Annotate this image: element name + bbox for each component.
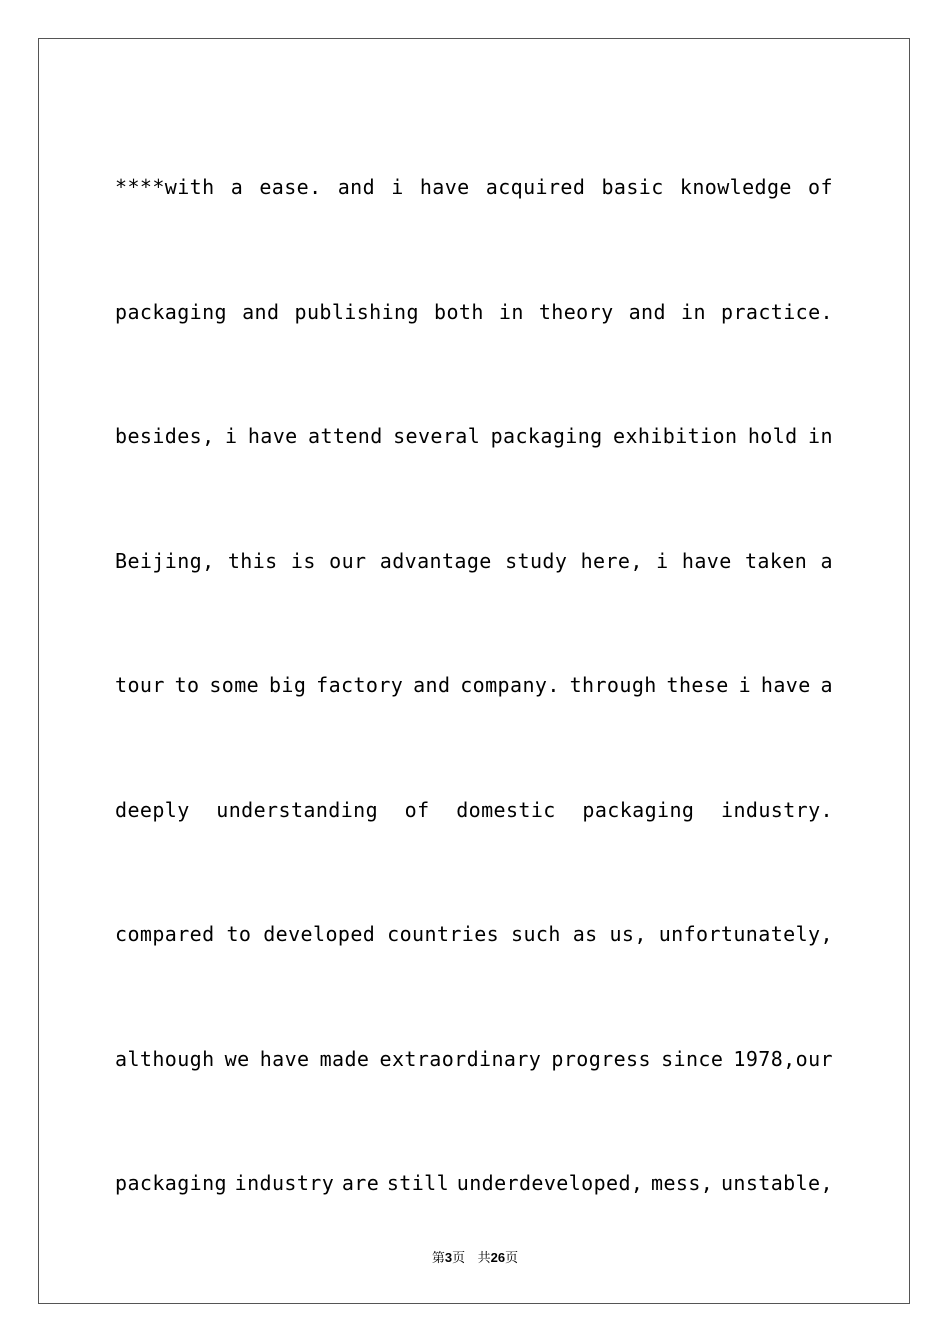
page-number: 3 [444, 1250, 453, 1265]
word: ****with [115, 175, 215, 200]
word: have [247, 424, 298, 449]
word: progress [551, 1046, 651, 1071]
word: compared [115, 922, 215, 947]
word: a [820, 673, 833, 698]
word: we [224, 1046, 250, 1071]
word: packaging [115, 1171, 227, 1196]
document-body [115, 125, 833, 1246]
text-line [115, 872, 833, 997]
word: deeply [115, 797, 190, 822]
word: in [681, 299, 706, 324]
word: made [319, 1046, 370, 1071]
word: and [628, 299, 666, 324]
word: such [511, 922, 561, 947]
word: acquired [485, 175, 586, 200]
word: ease. [259, 175, 322, 200]
text-line [115, 374, 833, 499]
word: through [569, 673, 657, 698]
word: to [226, 922, 252, 947]
word: advantage [379, 548, 492, 573]
page-suffix: 页 [452, 1251, 466, 1266]
word: industry. [721, 797, 833, 822]
word: a [820, 548, 833, 573]
word: several [393, 424, 481, 449]
word: in [808, 424, 833, 449]
word: as [572, 922, 598, 947]
word: have [419, 175, 470, 200]
word: practice. [721, 299, 833, 324]
word: this [227, 548, 278, 573]
word: developed [263, 922, 376, 947]
text-line [115, 623, 833, 748]
word: of [404, 797, 430, 822]
word: to [174, 673, 200, 698]
word: domestic [456, 797, 556, 822]
total-prefix: 共 [477, 1251, 491, 1266]
word: and [337, 175, 376, 200]
text-line [115, 125, 833, 250]
word: extraordinary [379, 1046, 542, 1071]
word: us, [609, 922, 647, 947]
word: attend [308, 424, 383, 449]
word: knowledge [679, 175, 792, 200]
word: study [505, 548, 568, 573]
word: packaging [115, 299, 227, 324]
text-line [115, 997, 833, 1122]
word: tour [115, 673, 165, 698]
word: underdeveloped, [456, 1171, 644, 1196]
word: countries [387, 922, 500, 947]
page-prefix: 第 [431, 1251, 445, 1266]
word: are [341, 1171, 380, 1196]
word: hold [747, 424, 798, 449]
word: packaging [490, 424, 603, 449]
word: theory [538, 299, 614, 324]
word: some [209, 673, 260, 698]
word: publishing [294, 299, 419, 324]
word: here, [580, 548, 643, 573]
total-pages: 26 [490, 1250, 506, 1265]
word: and [242, 299, 280, 324]
word: since [661, 1046, 724, 1071]
word: taken [744, 548, 808, 573]
word: and [413, 673, 451, 698]
word: is [290, 548, 316, 573]
word: unfortunately, [658, 922, 833, 947]
text-line [115, 1121, 833, 1246]
word: have [760, 673, 811, 698]
word: of [808, 175, 833, 200]
word: in [498, 299, 524, 324]
word: these [666, 673, 729, 698]
word: industry [234, 1171, 335, 1196]
word: both [434, 299, 484, 324]
word: 1978,our [733, 1046, 833, 1071]
word: a [230, 175, 244, 200]
word: i [391, 175, 404, 200]
text-line [115, 499, 833, 624]
word: understanding [216, 797, 379, 822]
word: besides, [115, 424, 215, 449]
word: our [329, 548, 367, 573]
word: big [268, 673, 307, 698]
word: i [738, 673, 752, 698]
word: factory [316, 673, 404, 698]
word: still [386, 1171, 450, 1196]
word: unstable, [720, 1171, 833, 1196]
word: exhibition [613, 424, 738, 449]
word: have [259, 1046, 310, 1071]
text-line [115, 748, 833, 873]
word: mess, [651, 1171, 714, 1196]
total-suffix: 页 [505, 1251, 519, 1266]
word: packaging [582, 797, 695, 822]
word: Beijing, [115, 548, 215, 573]
word: have [681, 548, 732, 573]
page-footer [0, 1247, 950, 1266]
word: basic [601, 175, 664, 200]
word: i [224, 424, 238, 449]
word: company. [460, 673, 560, 698]
text-line [115, 250, 833, 375]
word: although [115, 1046, 215, 1071]
word: i [656, 548, 669, 573]
